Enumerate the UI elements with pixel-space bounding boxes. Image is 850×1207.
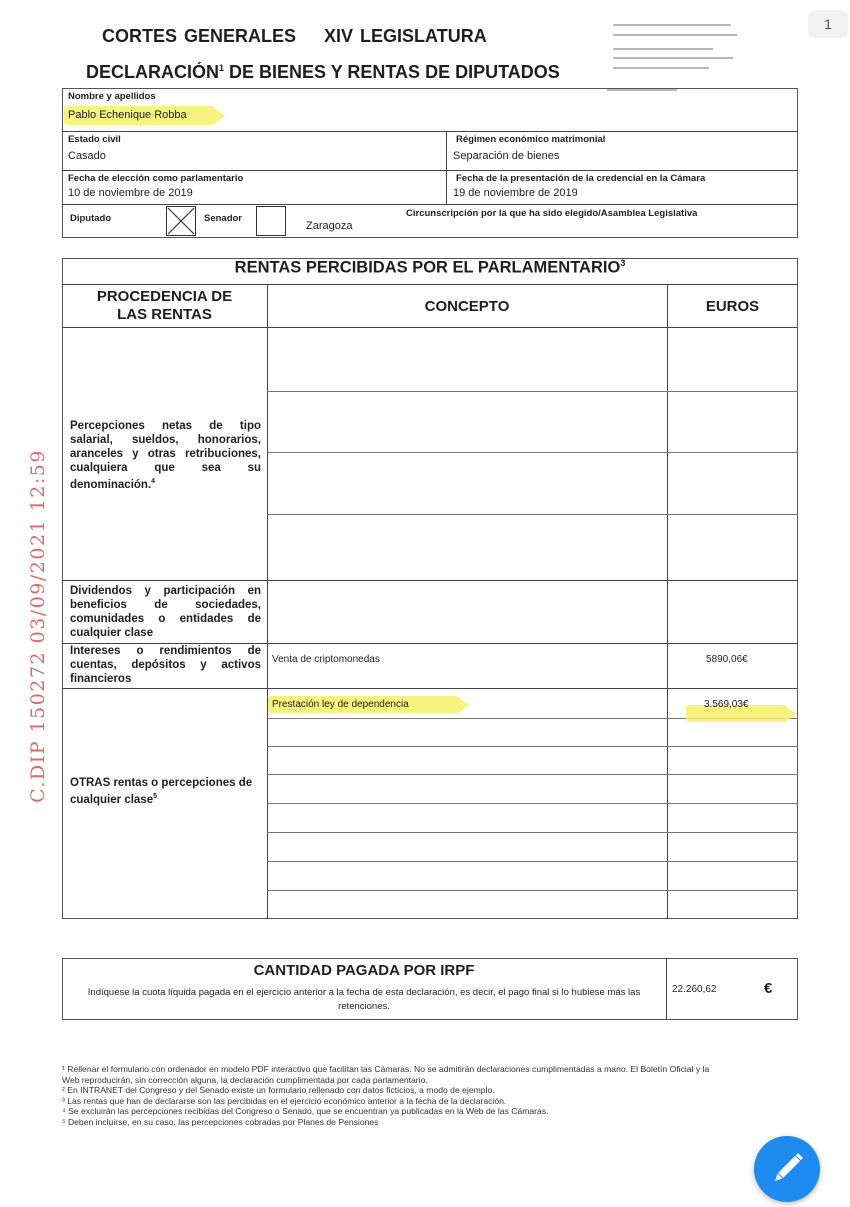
grid-line — [267, 832, 798, 833]
footnote-5: ⁵ Deben incluirse, en su caso, las percepciones cobradas por Planes de Pensiones — [62, 1116, 379, 1127]
grid-line — [267, 452, 798, 453]
stamp-line — [613, 24, 731, 26]
grid-line — [267, 774, 798, 775]
highlight-mark-tip — [457, 696, 469, 714]
x-mark-icon — [167, 207, 195, 235]
edit-fab-button[interactable] — [754, 1136, 820, 1202]
legislature-name: XIV LEGISLATURA — [324, 26, 487, 46]
grid-line — [267, 803, 798, 804]
col-header-procedencia-line1: PROCEDENCIA DE — [96, 288, 233, 305]
irpf-amount: 22.260,62 — [672, 984, 717, 995]
category-intereses: Intereses o rendimientos de cuentas, depósitos y activos financieros — [70, 645, 261, 685]
footnote-1-continued: Web reproducirán, sin corrección alguna, la declaración cumplimentada por cada parlamentario. — [62, 1074, 428, 1085]
category-salarial-text: Percepciones netas de tipo salarial, sueldos, honorarios, aranceles y otras retribuciones, cualquiera que sea su denominación. — [70, 420, 261, 491]
divider — [62, 580, 798, 581]
divider — [62, 170, 798, 171]
stamp-line — [613, 57, 733, 59]
footnote-4: ⁴ Se excluirán las percepciones recibidas del Congreso o Senado, que se encuentran ya publicadas en la Web de las Cámaras. — [62, 1106, 549, 1116]
col-header-concepto: CONCEPTO — [424, 298, 510, 315]
divider — [62, 131, 798, 132]
title-text-rest: DE BIENES Y RENTAS DE DIPUTADOS — [224, 62, 560, 82]
intereses-concept: Venta de criptomonedas — [272, 654, 380, 665]
document-title — [86, 62, 594, 83]
credential-date-label: Fecha de la presentación de la credencial en la Cámara — [456, 173, 706, 184]
category-otras-text: OTRAS rentas o percepciones de cualquier clase — [70, 777, 253, 806]
district-value: Zaragoza — [306, 220, 353, 232]
registry-stamp-vertical: C.DIP 150272 03/09/2021 12:59 — [27, 449, 49, 803]
grid-line — [267, 890, 798, 891]
divider — [666, 958, 667, 1020]
category-otras — [70, 776, 261, 807]
title-footnote-ref: 1 — [219, 63, 225, 73]
category-otras-note: 5 — [153, 793, 158, 800]
category-salarial — [70, 419, 261, 492]
marital-regime-label: Régimen económico matrimonial — [456, 134, 606, 145]
institution-name: CORTES GENERALES — [102, 26, 297, 46]
credential-date-value: 19 de noviembre de 2019 — [453, 187, 578, 199]
footnote-2: ² En INTRANET del Congreso y del Senado existe un formulario rellenado con datos ficticios, a modo de ejemplo. — [62, 1085, 495, 1095]
name-label: Nombre y apellidos — [68, 91, 156, 102]
footnotes — [62, 1064, 832, 1127]
page-number-badge: 1 — [808, 10, 848, 38]
irpf-description: Indíquese la cuota líquida pagada en el ejercicio anterior a la fecha de esta declaración, es decir, el pago final si lo hubiese más las retenciones. — [87, 987, 641, 1012]
grid-line — [267, 746, 798, 747]
col-header-euros: EUROS — [705, 298, 760, 315]
election-date-label: Fecha de elección como parlamentario — [68, 173, 244, 184]
grid-line — [267, 391, 798, 392]
marital-regime-value: Separación de bienes — [453, 150, 560, 162]
irpf-title: CANTIDAD PAGADA POR IRPF — [253, 962, 475, 979]
footnote-1: ¹ Rellenar el formulario con ordenador en modelo PDF interactivo que facilitan las Cámaras. No se admitirán declaraciones cumplimentadas a mano. El Boletín Oficial y la — [62, 1064, 710, 1074]
footnote-3: ³ Las rentas que han de declararse son las percibidas en el ejercicio económico anterior a la fecha de la declaración. — [62, 1095, 507, 1106]
grid-line — [267, 861, 798, 862]
divider — [667, 284, 668, 919]
senator-checkbox[interactable] — [256, 206, 286, 236]
civil-status-label: Estado civil — [68, 134, 121, 145]
rentas-title — [62, 258, 798, 278]
pencil-icon — [754, 1136, 820, 1202]
category-salarial-note: 4 — [151, 478, 156, 485]
divider — [62, 204, 798, 205]
deputy-checkbox[interactable] — [166, 206, 196, 236]
otras-amount: 3.569,03€ — [704, 699, 749, 710]
stamp-line — [613, 67, 709, 69]
senator-label: Senador — [204, 213, 243, 224]
irpf-currency: € — [764, 980, 773, 997]
divider — [446, 131, 447, 204]
col-header-procedencia-line2: LAS RENTAS — [117, 306, 212, 323]
rentas-title-text: RENTAS PERCIBIDAS POR EL PARLAMENTARIO — [234, 258, 621, 277]
col-header-procedencia — [62, 288, 267, 324]
divider — [62, 688, 798, 689]
stamp-line — [613, 48, 713, 50]
grid-line — [267, 514, 798, 515]
divider — [267, 284, 268, 919]
name-value: Pablo Echenique Robba — [68, 109, 187, 121]
divider — [62, 327, 798, 328]
category-dividendos: Dividendos y participación en beneficios de sociedades, comunidades o entidades de cualquier clase — [70, 585, 261, 639]
deputy-label: Diputado — [70, 213, 112, 224]
district-label: Circunscripción por la que ha sido elegido/Asamblea Legislativa — [406, 208, 698, 219]
intereses-amount: 5890,06€ — [706, 654, 748, 665]
divider — [62, 284, 798, 285]
otras-concept: Prestación ley de dependencia — [272, 699, 409, 710]
title-text: DECLARACIÓN — [86, 62, 219, 82]
document-header — [102, 26, 487, 47]
highlight-mark-tip — [213, 107, 225, 125]
election-date-value: 10 de noviembre de 2019 — [68, 187, 193, 199]
highlight-mark-tip — [784, 705, 796, 723]
stamp-line — [613, 34, 737, 36]
civil-status-value: Casado — [68, 150, 106, 162]
rentas-footnote-ref: 3 — [620, 258, 626, 268]
